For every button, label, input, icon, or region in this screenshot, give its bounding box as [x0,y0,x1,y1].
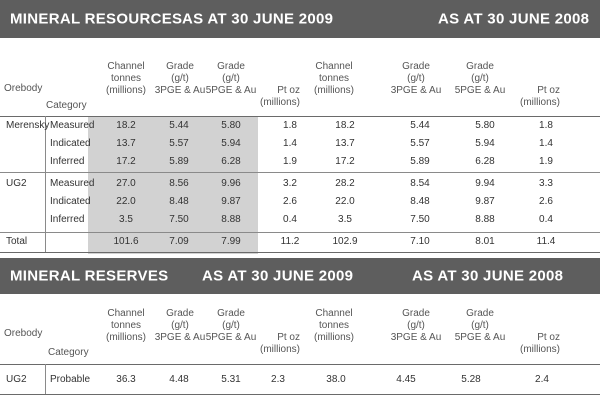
rsv-hdr-channel-2009: Channel tonnes (millions) [106,308,146,343]
row-value-g5-2008: 6.28 [475,156,495,167]
row-value-pt2008: 0.4 [539,214,553,225]
row-value-g3-2009: 5.44 [169,120,189,131]
reserves-title: MINERAL RESERVES [10,267,169,285]
row-value-pt2009: 1.9 [283,156,297,167]
row-value-pt2009: 3.2 [283,178,297,189]
row-value-pt2008: 1.8 [539,120,553,131]
row-category: Measured [50,120,95,131]
row-value-g3-2008: 8.48 [410,196,430,207]
reserves-banner [0,258,600,294]
row-value-g5-2008: 5.94 [475,138,495,149]
row-value-pt2009: 1.8 [283,120,297,131]
rsv-channel-2009: 36.3 [116,374,136,385]
rsv-bottom-rule [0,394,600,395]
reserves-date-2008: AS AT 30 JUNE 2008 [412,267,564,285]
rsv-hdr-grade3-2008: Grade (g/t) 3PGE & Au [390,308,442,343]
res-total-rule [0,232,600,233]
row-value-g3-2008: 5.44 [410,120,430,131]
res-total-channel-2009: 101.6 [113,236,139,247]
row-value-g5-2009: 6.28 [221,156,241,167]
row-value-g3-2009: 8.48 [169,196,189,207]
row-value-g5-2008: 9.87 [475,196,495,207]
row-category: Indicated [50,196,91,207]
row-value-g5-2009: 8.88 [221,214,241,225]
rsv-divider [45,364,46,394]
row-category: Measured [50,178,95,189]
row-value-pt2008: 1.4 [539,138,553,149]
resources-date-2008: AS AT 30 JUNE 2008 [438,10,590,28]
row-value-c2009: 3.5 [119,214,133,225]
rsv-hdr-grade3-2009: Grade (g/t) 3PGE & Au [154,308,206,343]
row-value-pt2008: 3.3 [539,178,553,189]
row-value-c2008: 22.0 [335,196,355,207]
rsv-hdr-category: Category [48,347,89,358]
row-category: Inferred [50,156,85,167]
row-value-g5-2009: 5.80 [221,120,241,131]
res-total-grade5-2009: 7.99 [221,236,241,247]
row-value-pt2009: 0.4 [283,214,297,225]
res-hdr-category: Category [46,100,87,111]
res-divider [45,116,46,252]
resources-date-2009: AS AT 30 JUNE 2009 [182,10,334,28]
rsv-grade3-2008: 4.45 [396,374,416,385]
row-value-g3-2008: 5.89 [410,156,430,167]
row-orebody: Merensky [6,120,50,131]
res-total-label: Total [6,236,28,247]
rsv-hdr-grade5-2008: Grade (g/t) 5PGE & Au [454,308,506,343]
rsv-category: Probable [50,374,91,385]
row-category: Indicated [50,138,91,149]
rsv-hdr-channel-2008: Channel tonnes (millions) [314,308,354,343]
rsv-hdr-grade5-2009: Grade (g/t) 5PGE & Au [205,308,257,343]
res-total-ptoz-2008: 11.4 [536,236,556,247]
rsv-hdr-ptoz-2008: Pt oz (millions) [520,332,560,355]
res-group-rule [0,172,600,173]
res-hdr-grade3-2008: Grade (g/t) 3PGE & Au [390,61,442,96]
res-hdr-grade3-2009: Grade (g/t) 3PGE & Au [154,61,206,96]
rsv-orebody: UG2 [6,374,27,385]
row-value-pt2009: 2.6 [283,196,297,207]
row-value-c2008: 17.2 [335,156,355,167]
res-hdr-orebody: Orebody [4,83,43,94]
row-value-g3-2009: 8.56 [169,178,189,189]
row-value-g5-2008: 5.80 [475,120,495,131]
res-total-ptoz-2009: 11.2 [280,236,300,247]
row-category: Inferred [50,214,85,225]
row-value-g3-2009: 7.50 [169,214,189,225]
res-total-grade3-2009: 7.09 [169,236,189,247]
row-value-c2009: 18.2 [116,120,136,131]
rsv-grade3-2009: 4.48 [169,374,189,385]
row-value-g5-2008: 8.88 [475,214,495,225]
row-value-c2008: 13.7 [335,138,355,149]
rsv-ptoz-2009: 2.3 [271,374,285,385]
row-value-g3-2008: 5.57 [410,138,430,149]
row-orebody: UG2 [6,178,27,189]
rsv-channel-2008: 38.0 [326,374,346,385]
res-hdr-grade5-2008: Grade (g/t) 5PGE & Au [454,61,506,96]
row-value-c2009: 13.7 [116,138,136,149]
row-value-g3-2009: 5.57 [169,138,189,149]
row-value-g5-2009: 9.87 [221,196,241,207]
row-value-g3-2008: 7.50 [410,214,430,225]
res-hdr-channel-2009: Channel tonnes (millions) [106,61,146,96]
rsv-grade5-2008: 5.28 [461,374,481,385]
reserves-date-2009: AS AT 30 JUNE 2009 [202,267,354,285]
res-hdr-channel-2008: Channel tonnes (millions) [314,61,354,96]
res-header-rule [0,116,600,117]
row-value-pt2009: 1.4 [283,138,297,149]
row-value-c2008: 28.2 [335,178,355,189]
res-hdr-grade5-2009: Grade (g/t) 5PGE & Au [205,61,257,96]
rsv-grade5-2009: 5.31 [221,374,241,385]
row-value-c2008: 18.2 [335,120,355,131]
res-total-channel-2008: 102.9 [332,236,358,247]
row-value-c2009: 27.0 [116,178,136,189]
res-hdr-ptoz-2009: Pt oz (millions) [260,85,300,108]
row-value-g5-2009: 5.94 [221,138,241,149]
row-value-g5-2009: 9.96 [221,178,241,189]
row-value-pt2008: 1.9 [539,156,553,167]
row-value-pt2008: 2.6 [539,196,553,207]
res-total-grade5-2008: 8.01 [475,236,495,247]
row-value-g5-2008: 9.94 [475,178,495,189]
row-value-g3-2008: 8.54 [410,178,430,189]
resources-title: MINERAL RESOURCES [10,10,183,28]
resources-banner [0,0,600,38]
res-bottom-rule [0,252,600,253]
res-total-grade3-2008: 7.10 [410,236,430,247]
rsv-hdr-ptoz-2009: Pt oz (millions) [260,332,300,355]
row-value-g3-2009: 5.89 [169,156,189,167]
row-value-c2008: 3.5 [338,214,352,225]
rsv-ptoz-2008: 2.4 [535,374,549,385]
res-hdr-ptoz-2008: Pt oz (millions) [520,85,560,108]
rsv-hdr-orebody: Orebody [4,328,43,339]
rsv-header-rule [0,364,600,365]
row-value-c2009: 22.0 [116,196,136,207]
row-value-c2009: 17.2 [116,156,136,167]
